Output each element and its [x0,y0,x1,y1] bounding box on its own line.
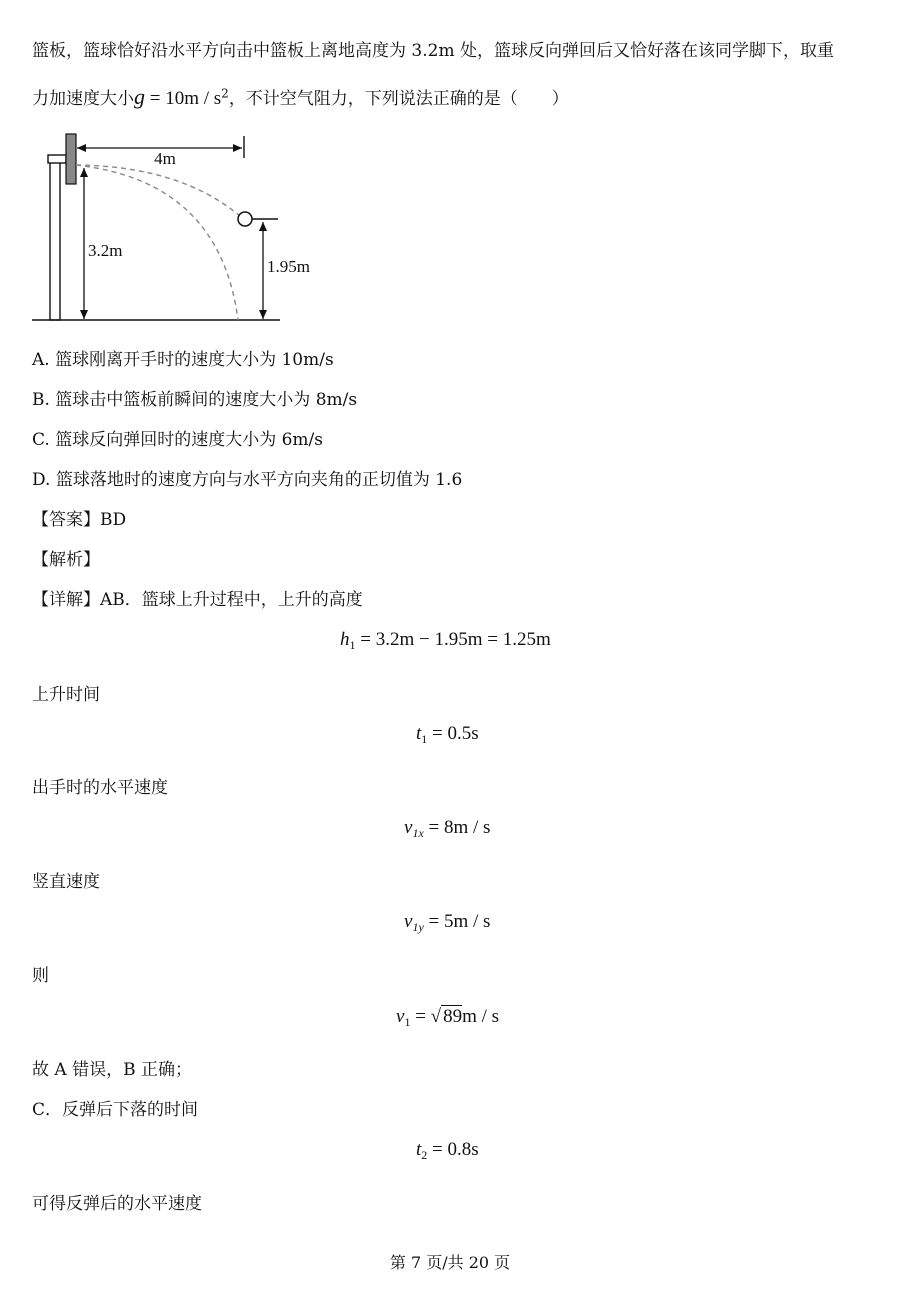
arrow-left [77,144,86,152]
arrow-down-right [259,310,267,319]
g-symbol: g [134,84,145,109]
backboard-pole [50,162,60,320]
analysis-label: 【解析】 [32,550,100,570]
detail-c: C．反弹后下落的时间 [32,1100,199,1120]
text-then: 则 [32,966,49,986]
equation-v1x: $v_{1x} = 8m / s$ [404,817,491,840]
arrow-right [233,144,242,152]
label-4m: 4m [154,149,176,168]
text-horizontal-speed: 出手时的水平速度 [32,778,168,798]
label-3-2m: 3.2m [88,241,123,260]
arrow-up-left [80,168,88,177]
equation-h1: $h_1 = 3.2m - 1.95m = 1.25m$ [340,629,551,652]
option-a: A. 篮球刚离开手时的速度大小为 10m/s [32,350,334,370]
page-footer: 第 7 页/共 20 页 [389,1253,511,1272]
basketball [238,212,252,226]
answer-label: 【答案】BD [32,510,127,530]
backboard-arm [48,155,66,163]
equation-v1y: $v_{1y} = 5m / s$ [404,911,491,934]
intro-line-1: 篮板，篮球恰好沿水平方向击中篮板上离地高度为 3.2m 处，篮球反向弹回后又恰好落在该同学脚下，取重 [32,41,834,61]
equation-t2: $t_2 = 0.8s$ [416,1139,479,1162]
text-rise-time: 上升时间 [32,685,100,705]
g-value: = 10m / s [145,88,222,109]
conclusion-ab: 故 A 错误，B 正确； [32,1060,192,1080]
detail-ab: 【详解】AB．篮球上升过程中，上升的高度 [32,590,363,610]
arrow-down-left [80,310,88,319]
intro-line-2-post: ，不计空气阻力，下列说法正确的是（ ） [228,89,569,109]
arrow-up-right [259,222,267,231]
intro-line-2-pre: 力加速度大小 [32,89,134,109]
trajectory-up [76,165,240,216]
text-rebound-speed: 可得反弹后的水平速度 [32,1194,202,1214]
text-vertical-speed: 竖直速度 [32,872,100,892]
option-c: C. 篮球反向弹回时的速度大小为 6m/s [32,430,323,450]
basketball-diagram [30,126,310,326]
intro-line-2 [32,84,569,110]
label-1-95m: 1.95m [267,257,310,276]
backboard [66,134,76,184]
option-b: B. 篮球击中篮板前瞬间的速度大小为 8m/s [32,390,358,410]
equation-t1: $t_1 = 0.5s$ [416,723,479,746]
equation-v1: $v_1$ = √ 89m / s [396,1006,500,1029]
option-d: D. 篮球落地时的速度方向与水平方向夹角的正切值为 1.6 [32,470,463,490]
g-exponent: 2 [221,86,229,101]
